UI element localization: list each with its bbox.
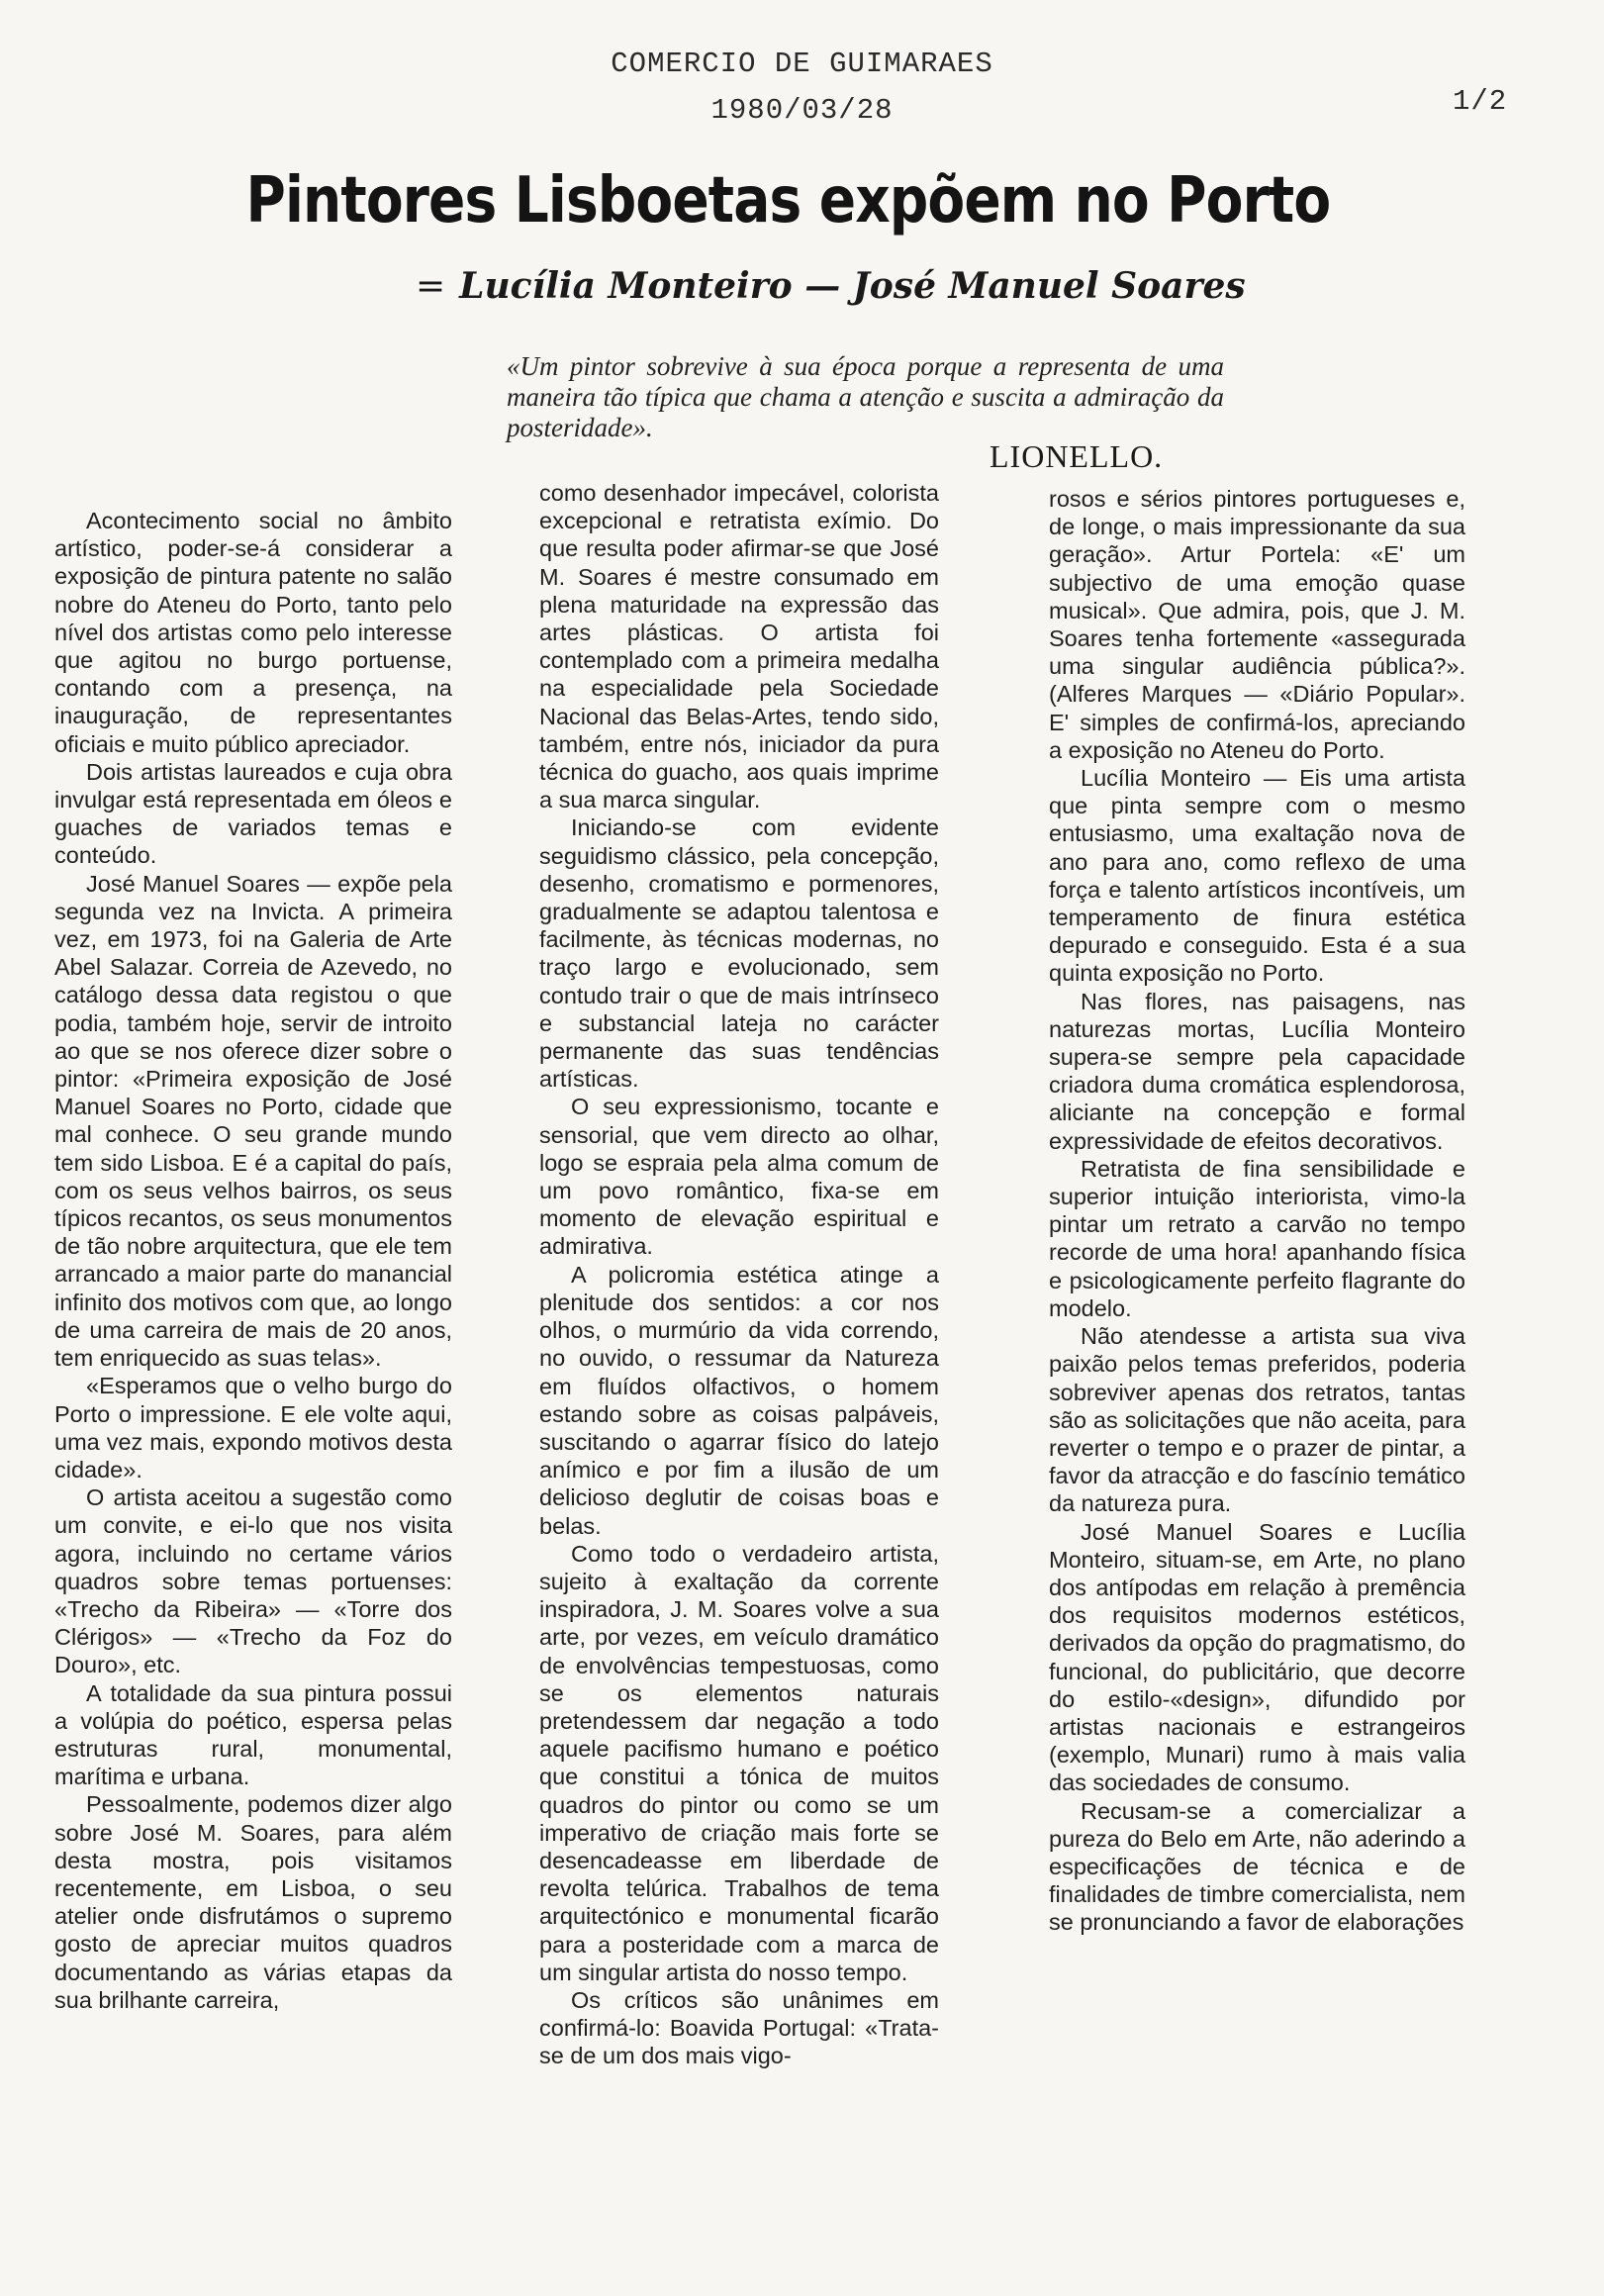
paragraph: Os críticos são unânimes em confirmá-lo: Boavida Portugal: «Trata-se de um dos mais vigo- xyxy=(539,1986,939,2069)
paragraph: Pessoalmente, podemos dizer algo sobre José M. Soares, para além desta mostra, pois visitamos recentemente, em Lisboa, o seu atelier onde disfrutámos o supremo gosto de apreciar muitos quadros documentando as várias etapas da sua brilhante carreira, xyxy=(54,1791,452,2013)
paragraph: José Manuel Soares — expõe pela segunda vez na Invicta. A primeira vez, em 1973, foi na Galeria de Arte Abel Salazar. Correia de Azevedo, no catálogo dessa data registou o que podia, também hoje, servir de introito ao que se nos oferece dizer sobre o pintor: «Primeira exposição de José Manuel Soares no Porto, cidade que mal conhece. O seu grande mundo tem sido Lisboa. E é a capital do país, com os seus velhos bairros, os seus típicos recantos, os seus monumentos de tão nobre arquitectura, que ele tem arrancado a maior parte do manancial infinito dos motivos com que, ao longo de uma carreira de mais de 20 anos, tem enriquecido as suas telas». xyxy=(54,870,452,1372)
paragraph: José Manuel Soares e Lucília Monteiro, situam-se, em Arte, no plano dos antípodas em relação à premência dos requisitos modernos estéticos, derivados da opção do pragmatismo, do funcional, do publicitário, que decorre do estilo-«design», difundido por artistas nacionais e estrangeiros (exemplo, Munari) rumo à mais valia das sociedades de consumo. xyxy=(1049,1518,1465,1796)
paragraph: Acontecimento social no âmbito artístico, poder-se-á considerar a exposição de pintura patente no salão nobre do Ateneu do Porto, tanto pelo nível dos artistas como pelo interesse que agitou no burgo portuense, contando com a presença, na inauguração, de representantes oficiais e muito público apreciador. xyxy=(54,508,452,757)
article-column-2 xyxy=(539,479,939,2070)
article-byline xyxy=(416,265,1306,307)
paragraph: Recusam-se a comercializar a pureza do Belo em Arte, não aderindo a especificações de técnica e de finalidades de timbre comercialista, nem se pronunciando a favor de elaborações xyxy=(1049,1797,1465,1936)
publication-date: 1980/03/28 xyxy=(710,94,894,127)
article-column-3 xyxy=(1049,485,1465,1937)
paragraph: «Esperamos que o velho burgo do Porto o impressione. E ele volte aqui, uma vez mais, expondo motivos desta cidade». xyxy=(54,1373,452,1483)
paragraph: rosos e sérios pintores portugueses e, de longe, o mais impressionante da sua geração». Artur Portela: «E' um subjectivo de uma emoção quase musical». Que admira, pois, que J. M. Soares tenha fortemente «assegurada uma singular audiência pública?». (Alferes Marques — «Diário Popular». E' simples de confirmá-los, apreciando a exposição no Ateneu do Porto. xyxy=(1049,486,1465,763)
epigraph-author: LIONELLO. xyxy=(990,438,1164,474)
paragraph: como desenhador impecável, colorista excepcional e retratista exímio. Do que resulta poder afirmar-se que José M. Soares é mestre consumado em plena maturidade na expressão das artes plásticas. O artista foi contemplado com a primeira medalha na especialidade pela Sociedade Nacional das Belas-Artes, tendo sido, também, entre nós, iniciador da pura técnica do guacho, aos quais imprime a sua marca singular. xyxy=(539,480,939,813)
paragraph: O seu expressionismo, tocante e sensorial, que vem directo ao olhar, logo se espraia pela alma comum de um povo romântico, fixa-se em momento de elevação espiritual e admirativa. xyxy=(539,1094,939,1260)
paragraph: Nas flores, nas paisagens, nas naturezas mortas, Lucília Monteiro supera-se sempre pela capacidade criadora duma cromática esplendorosa, aliciante na concepção e formal expressividade de efeitos decorativos. xyxy=(1049,988,1465,1154)
paragraph: Iniciando-se com evidente seguidismo clássico, pela concepção, desenho, cromatismo e pormenores, gradualmente se adaptou talentosa e facilmente, às técnicas modernas, no traço largo e evolucionado, sem contudo trair o que de mais intrínseco e substancial lateja no carácter permanente das suas tendências artísticas. xyxy=(539,814,939,1093)
paragraph: Dois artistas laureados e cuja obra invulgar está representada em óleos e guaches de variados temas e conteúdo. xyxy=(54,758,452,869)
paragraph: Como todo o verdadeiro artista, sujeito à exaltação da corrente inspiradora, J. M. Soares volve a sua arte, por vezes, em veículo dramático de envolvências tempestuosas, como se os elementos naturais pretendessem dar negação a todo aquele pacifismo humano e poético que constitui a tónica de muitos quadros do pintor ou como se um imperativo de criação mais forte se desencadeasse em liberdade de revolta telúrica. Trabalhos de tema arquitectónico e monumental ficarão para a posteridade com a marca de um singular artista do nosso tempo. xyxy=(539,1540,939,1985)
byline-dash: = xyxy=(416,266,446,307)
paragraph: Não atendesse a artista sua viva paixão pelos temas preferidos, poderia sobreviver apenas dos retratos, tantas são as solicitações que não aceita, para reverter o tempo e o prazer de pintar, a favor da atracção e do fascínio temático da natureza pura. xyxy=(1049,1323,1465,1517)
byline-authors: Lucília Monteiro — José Manuel Soares xyxy=(459,265,1246,307)
article-title: Pintores Lisboetas expõem no Porto xyxy=(245,164,1331,238)
newspaper-name: COMERCIO DE GUIMARAES xyxy=(611,48,993,80)
paragraph: A policromia estética atinge a plenitude dos sentidos: a cor nos olhos, o murmúrio da vida correndo, no ouvido, o ressumar da Natureza em fluídos olfactivos, o homem estando sobre as coisas palpáveis, suscitando o agarrar físico do latejo anímico e por fim a ilusão de um delicioso deglutir de coisas boas e belas. xyxy=(539,1261,939,1539)
page-number: 1/2 xyxy=(1453,85,1508,118)
article-column-1 xyxy=(54,507,452,2014)
paragraph: A totalidade da sua pintura possui a volúpia do poético, espersa pelas estruturas rural, monumental, marítima e urbana. xyxy=(54,1679,452,1790)
paragraph: Lucília Monteiro — Eis uma artista que pinta sempre com o mesmo entusiasmo, uma exaltação nova de ano para ano, como reflexo de uma força e talento artísticos incontíveis, um temperamento de finura estética depurado e conseguido. Esta é a sua quinta exposição no Porto. xyxy=(1049,765,1465,987)
paragraph: O artista aceitou a sugestão como um convite, e ei-lo que nos visita agora, incluindo no certame vários quadros sobre temas portuenses: «Trecho da Ribeira» — «Torre dos Clérigos» — «Trecho da Foz do Douro», etc. xyxy=(54,1484,452,1678)
epigraph-quote: «Um pintor sobrevive à sua época porque a representa de uma maneira tão típica que chama a atenção e suscita a admiração da posteridade». xyxy=(507,351,1224,442)
paragraph: Retratista de fina sensibilidade e superior intuição interiorista, vimo-la pintar um retrato a carvão no tempo recorde de uma hora! apanhando física e psicologicamente perfeito flagrante do modelo. xyxy=(1049,1155,1465,1321)
